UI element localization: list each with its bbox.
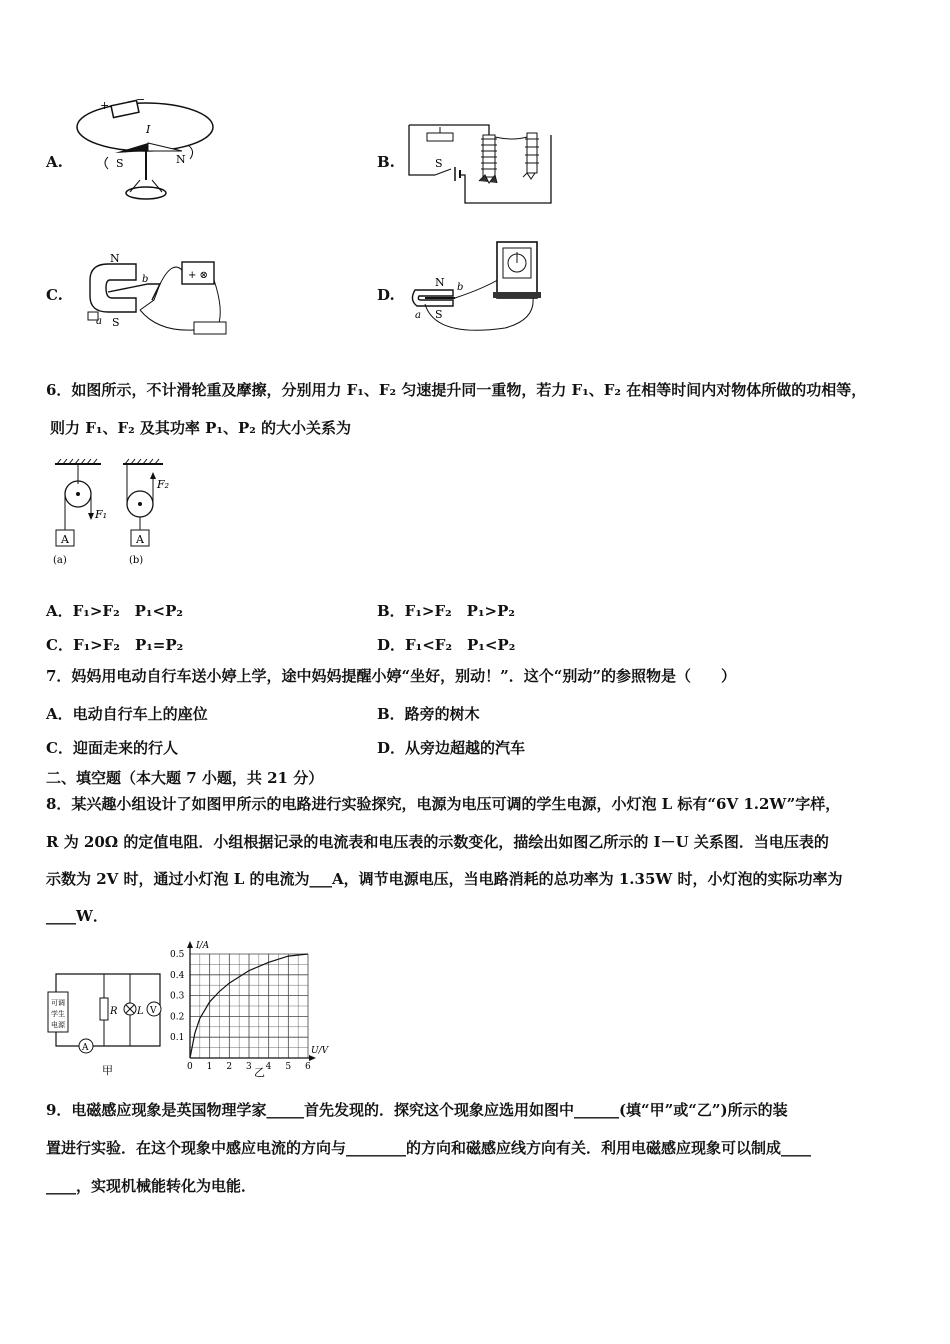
q8-stem-line2: R 为 20Ω 的定值电阻．小组根据记录的电流表和电压表的示数变化，描绘出如图乙所示的 I－U 关系图．当电压表的	[46, 833, 829, 851]
q9-stem-line1: 9．电磁感应现象是英国物理学家_____首先发现的．探究这个现象应选用如图中______(填“甲”或“乙”)所示的装	[46, 1101, 788, 1119]
x-tick-label: 0	[187, 1062, 193, 1072]
y-tick-label: 0.4	[170, 970, 185, 981]
q9-stem-line3: ____，实现机械能转化为电能．	[46, 1177, 257, 1195]
figure-induction-galvanometer	[405, 238, 555, 338]
x-tick-label: 4	[265, 1062, 272, 1072]
option-c-label: C.	[46, 286, 63, 304]
caption-b: (b)	[129, 555, 144, 566]
x-tick-label: 5	[285, 1062, 292, 1072]
point-a-label: a	[415, 310, 421, 321]
y-tick-label: 0.3	[170, 991, 185, 1002]
x-tick-label: 3	[246, 1062, 252, 1072]
x-tick-label: 2	[226, 1062, 233, 1072]
ammeter-label: A	[82, 1043, 89, 1053]
q7-stem: 7．妈妈用电动自行车送小婷上学，途中妈妈提醒小婷“坐好，别动！”．这个“别动”的参照物是（ ）	[46, 667, 736, 685]
q8-stem-line3: 示数为 2V 时，通过小灯泡 L 的电流为___A，调节电源电压，当电路消耗的总功率为 1.35W 时，小灯泡的实际功率为	[46, 870, 843, 888]
south-label: S	[112, 316, 120, 329]
q7-option-d[interactable]: D．从旁边超越的汽车	[377, 739, 526, 757]
switch-label: S	[435, 157, 443, 170]
svg-text:+ ⊗: + ⊗	[188, 270, 208, 281]
force-f1-label: F₁	[95, 508, 108, 521]
source-line3: 电源	[51, 1021, 65, 1029]
q6-stem-line2: 则力 F₁、F₂ 及其功率 P₁、P₂ 的大小关系为	[50, 419, 352, 437]
q8-stem-line4: ____W．	[46, 907, 108, 925]
option-b-label: B.	[377, 153, 395, 171]
q9-stem-line2: 置进行实验．在这个现象中感应电流的方向与________的方向和磁感应线方向有关．利用电磁感应现象可以制成____	[46, 1139, 812, 1157]
block-a-label: A	[61, 533, 69, 546]
source-line1: 可调	[51, 999, 65, 1007]
graph-caption: 乙	[254, 1066, 265, 1078]
lamp-label: L	[137, 1006, 144, 1017]
y-tick-label: 0.1	[170, 1033, 185, 1044]
x-axis-label: U/V	[311, 1046, 329, 1056]
north-label: N	[435, 276, 445, 289]
q6-option-c[interactable]: C．F₁>F₂ P₁=P₂	[46, 636, 184, 654]
point-a-label: a	[96, 316, 102, 327]
option-a-label: A.	[46, 153, 63, 171]
force-f2-label: F₂	[157, 478, 170, 491]
y-tick-label: 0.2	[170, 1012, 185, 1023]
q8-stem-line1: 8．某兴趣小组设计了如图甲所示的电路进行实验探究，电源为电压可调的学生电源，小灯泡 L 标有“6V 1.2W”字样，	[46, 795, 841, 813]
source-line2: 学生	[51, 1010, 65, 1018]
figure-electromagnets	[405, 115, 565, 210]
south-label: S	[435, 308, 443, 321]
resistor-label: R	[110, 1006, 118, 1017]
north-label: N	[176, 153, 186, 166]
plus-sign: +	[100, 99, 110, 112]
x-tick-label: 6	[305, 1062, 311, 1072]
caption-a: (a)	[53, 555, 67, 566]
q6-stem-line1: 6．如图所示，不计滑轮重及摩擦，分别用力 F₁、F₂ 匀速提升同一重物，若力 F₁、F₂ 在相等时间内对物体所做的功相等，	[46, 381, 867, 399]
x-tick-label: 1	[206, 1062, 213, 1072]
figure-conductor-in-magnet	[78, 250, 248, 345]
q6-option-d[interactable]: D．F₁<F₂ P₁<P₂	[377, 636, 516, 654]
voltmeter-label: V	[150, 1006, 157, 1016]
minus-sign: −	[136, 95, 146, 106]
north-label: N	[110, 252, 120, 265]
q7-option-a[interactable]: A．电动自行车上的座位	[46, 705, 208, 723]
q7-option-b[interactable]: B．路旁的树木	[377, 705, 480, 723]
circuit-caption: 甲	[102, 1064, 113, 1077]
q7-option-c[interactable]: C．迎面走来的行人	[46, 739, 178, 757]
q6-option-b[interactable]: B．F₁>F₂ P₁>P₂	[377, 602, 515, 620]
section-heading: 二、填空题（本大题 7 小题，共 21 分）	[46, 769, 324, 787]
figure-pulleys	[45, 458, 195, 573]
figure-oersted-experiment	[70, 95, 220, 205]
current-label: I	[146, 123, 151, 136]
q6-option-a[interactable]: A．F₁>F₂ P₁<P₂	[46, 602, 183, 620]
south-label: S	[116, 157, 124, 170]
y-tick-label: 0.5	[170, 950, 185, 960]
point-b-label: b	[142, 274, 149, 285]
point-b-label: b	[457, 282, 464, 293]
block-b-label: A	[136, 533, 144, 546]
figure-circuit-jia	[44, 968, 174, 1080]
iu-chart	[168, 938, 338, 1078]
y-axis-label: I/A	[196, 941, 210, 951]
option-d-label: D.	[377, 286, 395, 304]
